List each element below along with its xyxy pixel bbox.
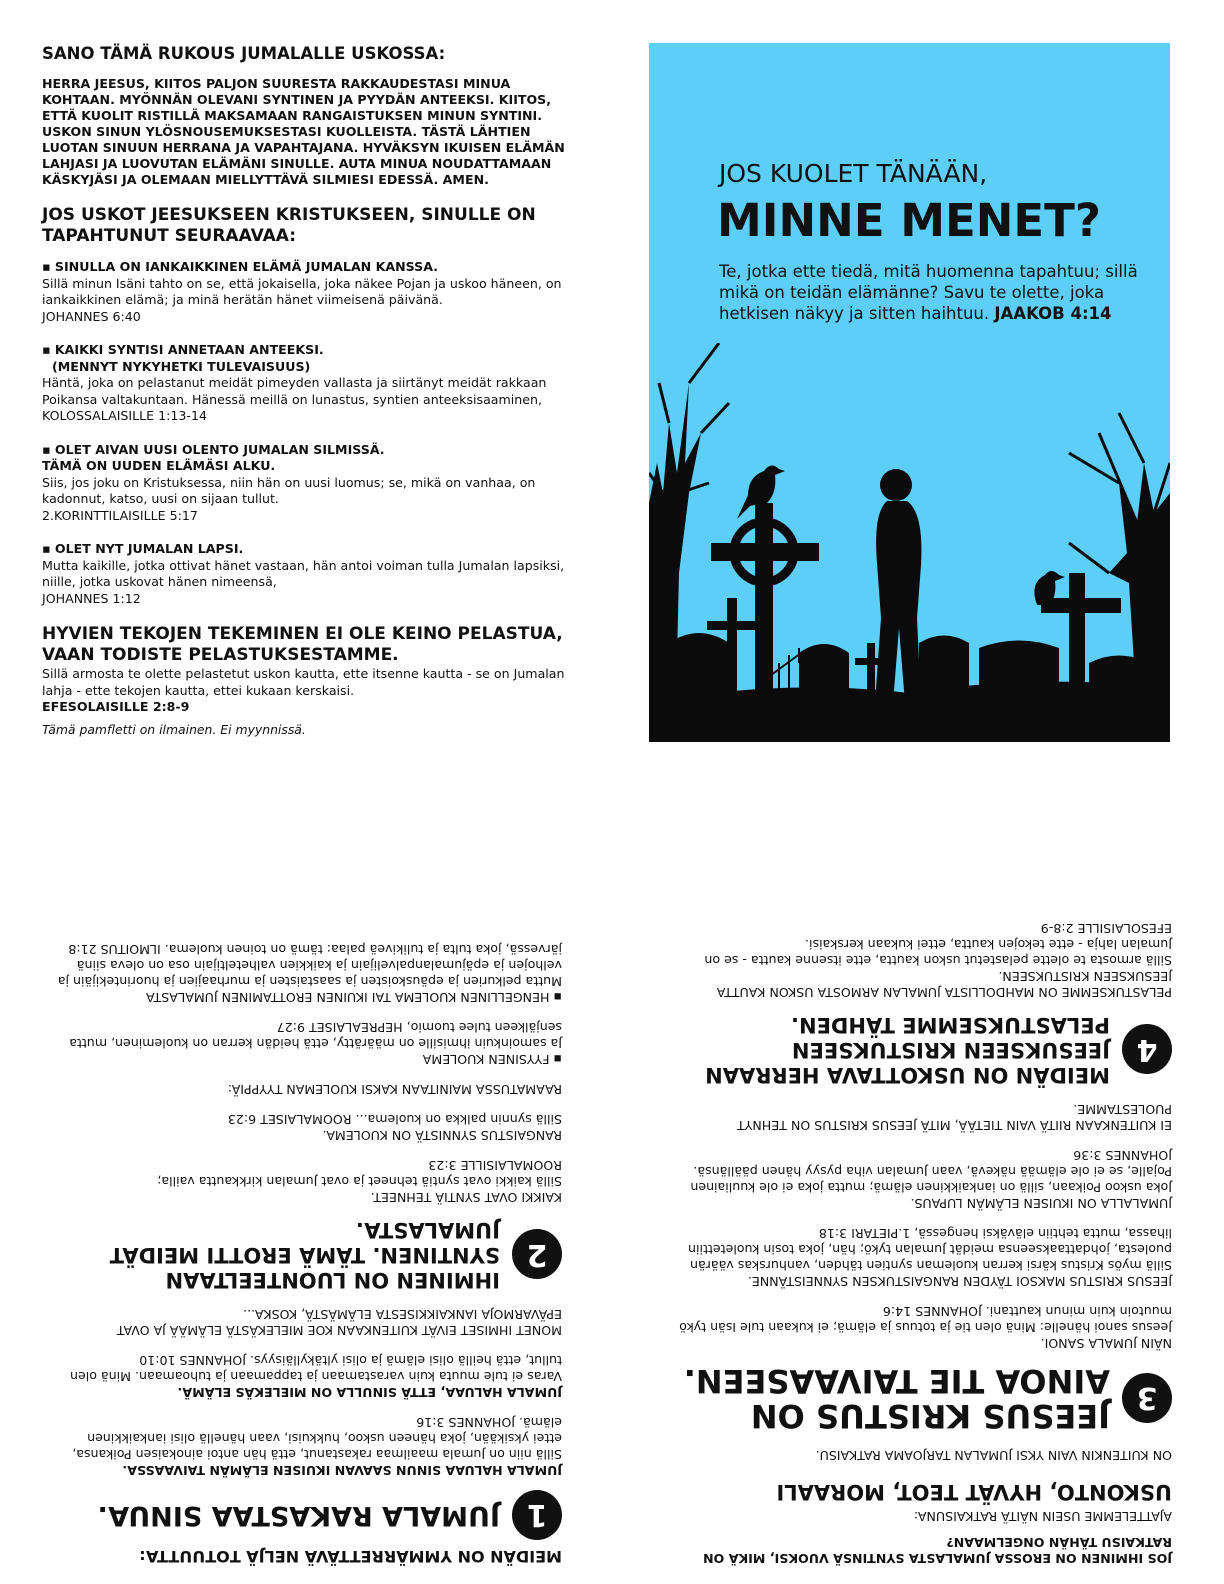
believe-item — [42, 442, 587, 525]
number-badge-4: 4 — [1122, 1025, 1172, 1075]
item-text: Sillä minun Isäni tahto on se, että jokaisella, joka näkee Pojan ja uskoo häneen, on iankaikkinen elämä; ja minä herätän hänet viimeisenä päivänä. — [42, 275, 562, 307]
cover-verse-ref: JAAKOB 4:14 — [994, 304, 1112, 323]
item-title: ▪ OLET AIVAN UUSI OLENTO JUMALAN SILMISSÄ. — [42, 441, 385, 457]
prayer-text: HERRA JEESUS, KIITOS PALJON SUURESTA RAKKAUDESTASI MINUA KOHTAAN. MYÖNNÄN OLEVANI SYNTINEN JA PYYDÄN ANTEEKSI. KIITOS, ETTÄ KUOLIT RISTILLÄ MAKSAMAAN RANGAISTUKSEN MINUN SYNTINI. USKON SINUN YLÖSNOUSEMUKSESTASI KUOLLEISTA. TÄSTÄ LÄHTIEN LUOTAN SINUUN HERRANA JA VAPAHTAJANA. HYVÄKSYN IKUISEN ELÄMÄN LAHJASI JA LUOVUTAN ELÄMÄNI SINULLE. AUTA MINUA NOUDATTAMAAN KÄSKYJÄSI JA OLEMAAN MIELLYTTÄVÄ SILMIESI EDESSÄ. AMEN. — [42, 76, 565, 187]
believe-item — [42, 342, 587, 425]
point-1-title: JUMALA RAKASTAA SINUA. — [97, 1500, 500, 1531]
cover-title-line1: JOS KUOLET TÄNÄÄN, — [719, 159, 988, 188]
p3-transition: EI KUITENKAAN RIITÄ VAIN TIETÄÄ, MITÄ JEESUS KRISTUS ON TEHNYT PUOLESTAMME. — [736, 1102, 1172, 1133]
points-column-3-4 — [667, 920, 1172, 1566]
intro-heading: MEIDÄN ON YMMÄRRETTÄVÄ NELJÄ TOTUUTTA: — [139, 1547, 562, 1566]
free-note: Tämä pamfletti on ilmainen. Ei myynnissä. — [42, 721, 306, 737]
point-3-heading — [667, 1363, 1172, 1433]
point-2-title: IHMINEN ON LUONTEELTAAN SYNTINEN. TÄMÄ EROTTI MEIDÄT JUMALASTA. — [109, 1218, 500, 1292]
prayer-heading: SANO TÄMÄ RUKOUS JUMALALLE USKOSSA: — [42, 44, 446, 63]
p1-sub-b: JUMALA HALUAA, ETTÄ SINULLA ON MIELEKÄS ELÄMÄ. — [177, 1385, 562, 1400]
one-solution: ON KUITENKIN VAIN YKSI JUMALAN TARJOAMA RATKAISU. — [815, 1448, 1172, 1463]
item-ref: KOLOSSALAISILLE 1:13-14 — [42, 408, 207, 423]
p1-verse-a: Sillä niin on Jumala maailmaa rakastanut, että hän antoi ainokaisen Poikansa, ettei yksikään, joka häneen uskoo, hukkuisi, vaan hänellä olisi iankaikkinen elämä. JOHANNES 3:16 — [72, 1415, 562, 1462]
works-text: Sillä armosta te olette pelastetut uskon kautta, ette itsenne kautta - se on Jumalan lahja - ette tekojen kautta, ettei kukaan kerskaisi. — [42, 666, 565, 698]
item-ref: JOHANNES 6:40 — [42, 308, 141, 324]
inverted-bottom-half — [0, 792, 1224, 1584]
p1-verse-b: Varas ei tule muuta kuin varastamaan ja tappamaan ja tuhoamaan. Minä olen tullut, että heillä olisi elämä ja olisi yltäkylläisyys. JOHANNES 10:10 — [70, 1353, 562, 1384]
point-1-heading — [57, 1490, 562, 1540]
number-badge-2: 2 — [512, 1230, 562, 1280]
item-ref: JOHANNES 1:12 — [42, 590, 141, 606]
point-4-heading — [667, 1012, 1172, 1087]
p4-sub-a: PELASTUKSEMME ON MAHDOLLISTA JUMALAN ARMOSTA USKON KAUTTA JEESUKSEEN KRISTUKSEEN. — [716, 969, 1172, 1000]
p2-verse-c: Ja samoinkuin ihmisille on määrätty, että heidän kerran on kuoleminen, mutta senjälkeen tulee tuomio, HEPREALAISET 9:27 — [69, 1020, 562, 1051]
item-text: Siis, jos joku on Kristuksessa, niin hän on uusi luomus; se, mikä on vanhaa, on kadonnut, katso, uusi on sijaan tullut. — [42, 474, 536, 506]
p2-sub-a: KAIKKI OVAT SYNTIÄ TEHNEET. — [370, 1190, 562, 1205]
item-title: ▪ OLET NYT JUMALAN LAPSI. — [42, 541, 244, 556]
solutions-intro: AJATTELEMME USEIN NÄITÄ RATKAISUNA: — [913, 1509, 1172, 1524]
p3-verse-c: Joka uskoo Poikaan, sillä on iankaikkinen elämä; mutta joka ei ole kuuliainen Pojalle, se ei ole elämää näkevä, vaan Jumalan viha pysyy hänen päällänsä. JOHANNES 3:36 — [690, 1148, 1172, 1195]
cover-verse-text: Te, jotka ette tiedä, mitä huomenna tapahtuu; sillä mikä on teidän elämänne? Savu te olette, joka hetkisen näkyy ja sitten haihtuu. — [719, 262, 1138, 323]
cover-verse — [719, 261, 1139, 324]
point-4-title: MEIDÄN ON USKOTTAVA HERRAAN JEESUKSEEN KRISTUKSEEN PELASTUKSEMME TÄHDEN. — [705, 1013, 1110, 1087]
p3-verse-b: Sillä myös Kristus kärsi kerran kuoleman syntien tähden, vanhurskas väärän puolesta, johdattaakseensa meidät Jumalan tykö; hän, joka tosin kuoletettiin lihassa, mutta tehtiin eläväksi hengessä, 1.PIETARI 3:18 — [688, 1226, 1172, 1273]
believe-item — [42, 541, 587, 607]
graveyard-silhouette-illustration — [649, 343, 1170, 742]
p1-transition: MONET IHMISET EIVÄT KUITENKAAN KOE MIELEKÄSTÄ ELÄMÄÄ JA OVAT EPÄVARMOJA IANKAIKKISESTA ELÄMÄSTÄ, KOSKA... — [116, 1307, 562, 1338]
p3-verse-a: Jeesus sanoi hänelle: Minä olen tie ja totuus ja elämä; ei kukaan tule Isän tykö muutoin kuin minun kauttani. JOHANNES 14:6 — [679, 1304, 1172, 1335]
p4-verse: Sillä armosta te olette pelastetut uskon kautta, ette itsenne kautta - se on Jumalan lahja - ette tekojen kautta, ettei kukaan kerskaisi. — [704, 937, 1172, 968]
item-title: ▪ SINULLA ON IANKAIKKINEN ELÄMÄ JUMALAN KANSSA. — [42, 259, 438, 274]
item-subtitle: (MENNYT NYKYHETKI TULEVAISUUS) — [52, 358, 311, 374]
item-text: Mutta kaikille, jotka ottivat hänet vastaan, hän antoi voiman tulla Jumalan lapsiksi, niille, jotka uskovat hänen nimeensä, — [42, 557, 565, 589]
number-badge-1: 1 — [512, 1490, 562, 1540]
believe-heading: JOS USKOT JEESUKSEEN KRISTUKSEEN, SINULLE ON TAPAHTUNUT SEURAAVAA: — [42, 205, 536, 246]
solution-question: JOS IHMINEN ON EROSSA JUMALASTA SYNTINSÄ VUOKSI, MIKÄ ON RATKAISU TÄHÄN ONGELMAAN? — [703, 1535, 1172, 1566]
p2-sub-b: RANGAISTUS SYNNISTÄ ON KUOLEMA. — [322, 1128, 562, 1143]
item-ref: 2.KORINTTILAISILLE 5:17 — [42, 507, 198, 523]
p2-death-types: RAAMATUSSA MAINITAAN KAKSI KUOLEMAN TYYPPIÄ: — [227, 1082, 562, 1097]
item-text: Häntä, joka on pelastanut meidät pimeyden vallasta ja siirtänyt meidät rakkaan Poikansa valtakuntaan. Hänessä meillä on lunastus, syntien anteeksisaaminen, — [42, 375, 547, 407]
works-ref: EFESOLAISILLE 2:8-9 — [42, 699, 190, 714]
p3-sub-a: NÄIN JUMALA SANOI. — [1040, 1336, 1172, 1351]
gospel-text-column — [42, 44, 587, 737]
p1-sub-a: JUMALA HALUAA SINUN SAAVAN IKUISEN ELÄMÄN TAIVAASSA. — [122, 1463, 562, 1478]
points-column-1-2 — [57, 941, 562, 1566]
p4-verse-ref: EFESOLAISILLE 2:8-9 — [1040, 921, 1172, 936]
cover-panel — [649, 43, 1170, 742]
point-3-title: JEESUS KRISTUS ON AINOA TIE TAIVAASEEN. — [683, 1362, 1110, 1435]
number-badge-3: 3 — [1122, 1373, 1172, 1423]
p2-verse-b: Sillä synnin palkka on kuolema... ROOMALAISET 6:23 — [227, 1112, 562, 1127]
p2-verse-d: Mutta pelkurien ja epäuskoisten ja saastaisten ja murhaajien ja huorintekijäin ja velhojen ja epäjumalanpalvelijain ja kaikkien valheteltijain osa on oleva siinä järvessä, joka tulta ja tulikiveä palaa: tämä on toinen kuolema. ILMOITUS 21:8 — [57, 942, 562, 989]
item-title: ▪ KAIKKI SYNTISI ANNETAAN ANTEEKSI. — [42, 342, 324, 357]
point-2-heading — [57, 1217, 562, 1292]
p2-physical-death: ▪ FYYSINEN KUOLEMA — [422, 1052, 562, 1067]
solutions-options: USKONTO, HYVÄT TEOT, MORAALI — [776, 1480, 1172, 1504]
item-subtitle: TÄMÄ ON UUDEN ELÄMÄSI ALKU. — [42, 458, 276, 473]
cover-title-line2: MINNE MENET? — [717, 194, 1101, 247]
p2-verse-a: Sillä kaikki ovat syntiä tehneet ja ovat Jumalan kirkkautta vailla; ROOMALAISILLE 3:23 — [157, 1158, 562, 1189]
p3-sub-b: JEESUS KRISTUS MAKSOI TÄYDEN RANGAISTUKSEN SYNNEISTÄNNE. — [747, 1274, 1172, 1289]
believe-item — [42, 259, 587, 325]
p3-sub-c: JUMALALLA ON IKUISEN ELÄMÄN LUPAUS. — [910, 1196, 1172, 1211]
p2-spiritual-death: ▪ HENGELLINEN KUOLEMA TAI IKUINEN EROTTAMINEN JUMALASTA — [145, 990, 562, 1005]
works-heading: HYVIEN TEKOJEN TEKEMINEN EI OLE KEINO PELASTUA, VAAN TODISTE PELASTUKSESTAMME. — [42, 624, 563, 665]
